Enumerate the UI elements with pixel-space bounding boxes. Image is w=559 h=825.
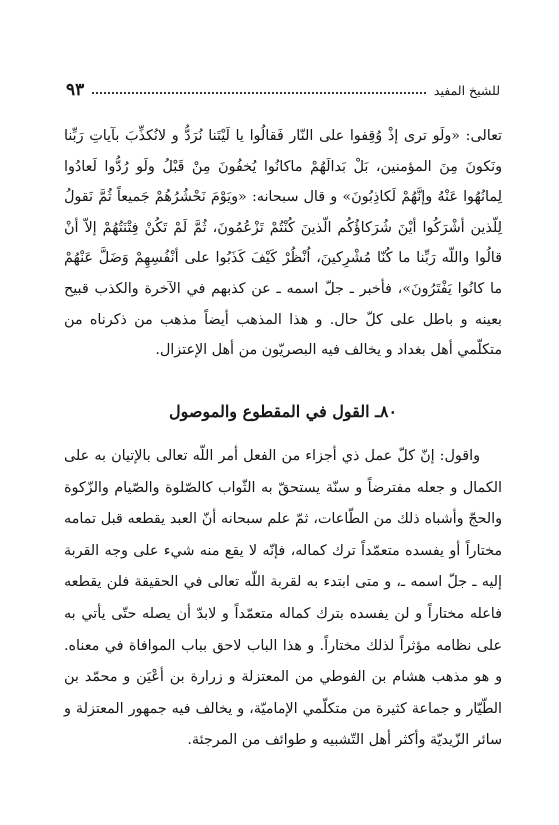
section-heading: ٨٠ـ القول في المقطوع والموصول — [168, 402, 398, 421]
paragraph-maqtu-mawsul: واقول: إنّ كلّ عمل ذي أجزاء من الفعل أمر اللّه تعالى بالإتيان به على الكمال و جعله مفترضاً و سنّة يستحقّ به الثّواب كالصّلوة والصّيام والزّكوة والحجّ وأشباه ذلك من الطّاعات، ثمّ علم سبحانه أنّ العبد يقطعه قبل تمامه مختاراً أو يفسده متعمّداً ترك كماله، فإنّه لا يقع منه شيء على وجه القربة إليه ـ جلّ اسمه ـ، و متى ابتدء به لقربة اللّه تعالى في الحقيقة فلن يقطعه فاعله مختاراً و لن يفسده بترك كماله متعمّداً و لابدّ أن يصله حتّى يأتي به على نظامه مؤثراً لذلك مختاراً. و هذا الباب لاحق بباب الموافاة في معناه. و هو مذهب هشام بن الفوطي من المعتزلة و زرارة بن أعْيَن و محمّد بن الطّيّار و جماعة كثيرة من متكلّمي الإماميّة، و يخالف فيه جمهور المعتزلة و سائر الزّيديّة وأكثر أهل التّشبيه و طوائف من المرجئة. — [64, 448, 502, 749]
dotted-leader — [92, 92, 426, 94]
body-text-top — [64, 121, 502, 366]
paragraph-quran-quote: تعالى: «ولَو ترى إذْ وُقِفوا على النّار فَقالُوا يا لَيْتَنا نُرَدُّ و لانُكذِّبَ بآياتِ رَبِّنا ونَكونَ مِنَ المؤمنين، بَلْ بَدالَهُمْ ماكانُوا يُخفُونَ مِنْ قَبْلُ ولَو رُدُّوا لَعادُوا لِمانُهُوا عَنْهُ وإنَّهُمْ لَكاذِبُونَ» و قال سبحانه: «ويَوْمَ نَحْشُرُهُمْ جَميعاً ثُمَّ نَقولُ لِلّذين أشْرَكُوا أيْنَ شُرَكاؤُكُم الّذينَ كُنْتُمْ تَزْعُمُونَ، ثُمَّ لَمْ تَكُنْ فِتْنَتُهُمْ إلاّ أنْ قالُوا واللّه رَبِّنا ما كُنّا مُشْرِكينَ، اُنْظُرْ كَيْفَ كَذَبُوا على أنْفُسِهِمْ وَضَلَّ عَنْهُمْ ما كانُوا يَفْتَرُونَ»، فأخبر ـ جلّ اسمه ـ عن كذبهم في الآخرة والكذب قبيح بعينه و باطل على كلّ حال. و هذا المذهب أيضاً مذهب من ذكرناه من متكلّمي أهل بغداد و يخالف فيه البصريّون من أهل الإعتزال. — [64, 128, 502, 359]
body-text-bottom — [64, 441, 502, 757]
running-title: للشيخ المفيد — [433, 82, 500, 98]
running-head — [66, 79, 500, 101]
page-number: ٩٣ — [66, 80, 85, 100]
